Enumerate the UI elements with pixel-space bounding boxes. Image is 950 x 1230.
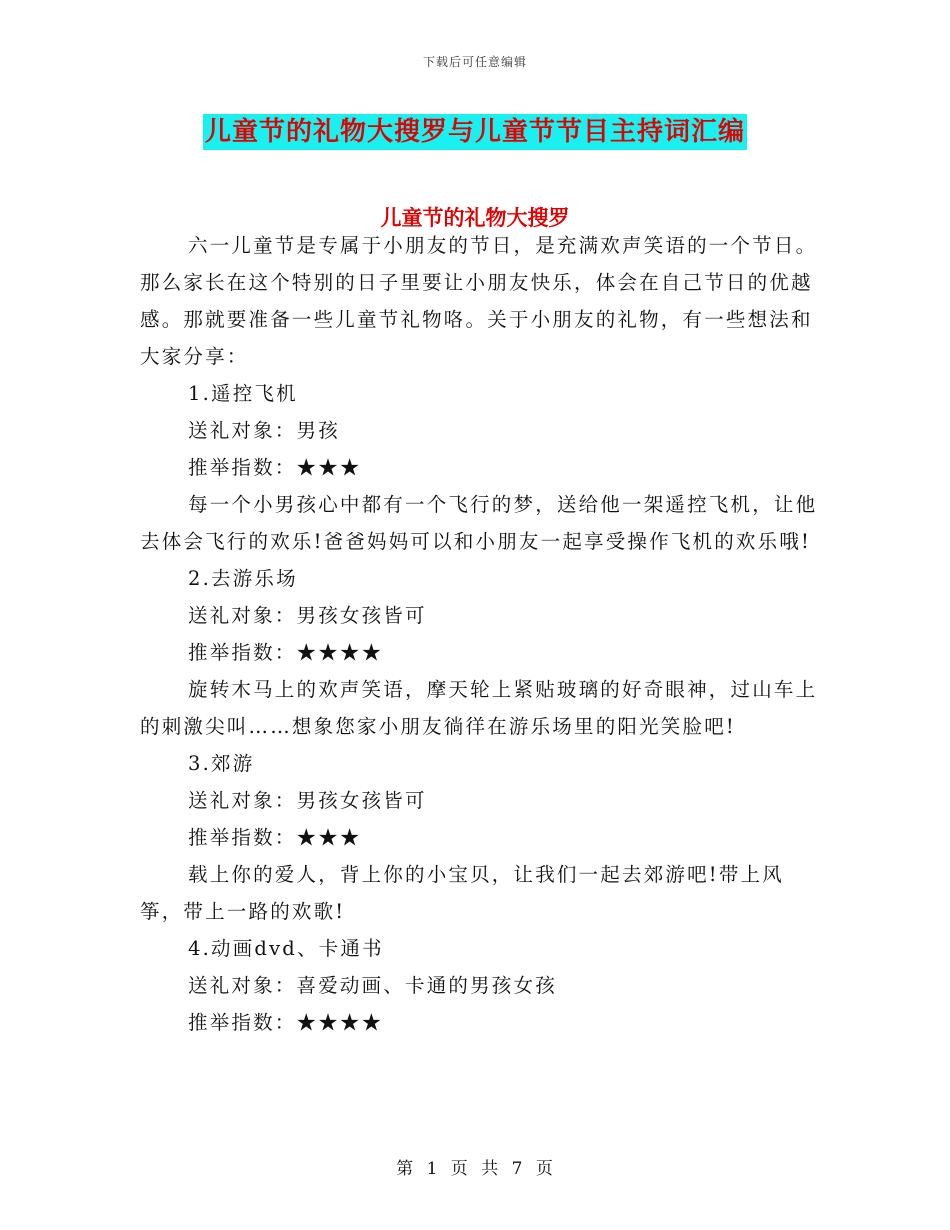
gift-3-target: 送礼对象：男孩女孩皆可	[188, 789, 427, 812]
gift-3-heading: 3.郊游	[188, 752, 255, 775]
gift-1-target: 送礼对象：男孩	[188, 419, 340, 442]
gift-2-rating: 推举指数：★★★★	[188, 641, 384, 664]
gift-1-rating: 推举指数：★★★	[188, 456, 362, 479]
gift-2-heading: 2.去游乐场	[188, 567, 298, 590]
intro-paragraph: 六一儿童节是专属于小朋友的节日，是充满欢声笑语的一个节日。 那么家长在这个特别的日子里要让小朋友快乐，体会在自己节日的优越感。那就要准备一些儿童节礼物咯。关于小朋友的礼物，有一些想法和大家分享：	[140, 234, 818, 368]
document-title-text: 儿童节的礼物大搜罗与儿童节节目主持词汇编	[203, 114, 747, 150]
header-note: 下载后可任意编辑	[422, 55, 527, 69]
page-footer: 第 1 页 共 7 页	[396, 1159, 554, 1179]
document-title	[0, 110, 950, 148]
gift-3-description: 载上你的爱人，背上你的小宝贝，让我们一起去郊游吧!带上风筝，带上一路的欢歌!	[140, 863, 784, 923]
gift-2-description: 旋转木马上的欢声笑语，摩天轮上紧贴玻璃的好奇眼神，过山车上的刺激尖叫……想象您家小朋友徜徉在游乐场里的阳光笑脸吧!	[140, 678, 818, 738]
gift-3-rating: 推举指数：★★★	[188, 826, 362, 849]
gift-1-description: 每一个小男孩心中都有一个飞行的梦，送给他一架遥控飞机，让他去体会飞行的欢乐!爸爸妈妈可以和小朋友一起享受操作飞机的欢乐哦!	[140, 493, 818, 553]
gift-2-target: 送礼对象：男孩女孩皆可	[188, 604, 427, 627]
gift-4-target: 送礼对象：喜爱动画、卡通的男孩女孩	[188, 974, 557, 997]
body-text	[140, 227, 820, 1041]
gift-1-heading: 1.遥控飞机	[188, 382, 298, 405]
section-title: 儿童节的礼物大搜罗	[380, 205, 570, 230]
gift-4-heading: 4.动画dvd、卡通书	[188, 937, 384, 960]
gift-4-rating: 推举指数：★★★★	[188, 1011, 384, 1034]
